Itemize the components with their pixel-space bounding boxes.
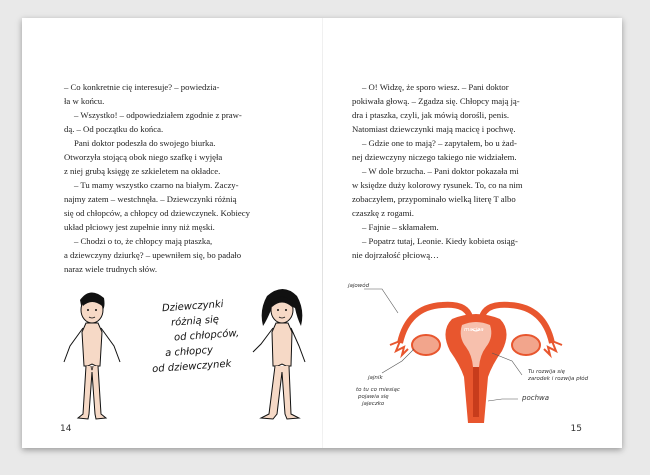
text-line: układ płciowy jest zupełnie inny niż męski. [64,222,215,232]
text-line: nej dziewczyny niczego takiego nie widziałem. [352,152,517,162]
right-page [322,18,622,448]
text-line: czaszkę z rogami. [352,208,414,218]
text-line: zobaczyłem, przypominało wielką literę T albo [352,194,516,204]
label-rozwoj-2: zarodek i rozwija płód [528,376,589,382]
handwriting-line: Dziewczynki [161,298,224,315]
text-line: Pani doktor podeszła do swojego biurka. [74,138,216,148]
handwriting-line: od chłopców, [173,327,240,344]
text-line: – W dole brzucha. – Pani doktor pokazała mi [362,166,519,176]
label-jajnik: jajnik [368,375,383,381]
left-page [22,18,322,448]
page-number: 14 [60,424,72,434]
text-line: – Popatrz tutaj, Leonie. Kiedy kobieta osiąg- [362,236,518,246]
left-page-text [64,80,296,276]
label-jajnik-note-2: pojawia się [358,394,389,400]
text-line: – Tu mamy wszystko czarno na białym. Zaczy- [74,180,239,190]
text-line: w księdze duży kolorowy rysunek. To, co na nim [352,180,523,190]
label-pochwa: pochwa [522,394,550,402]
text-line: z niej grubą księgę ze szkieletem na okładce. [64,166,221,176]
uterus-illustration [342,283,602,433]
label-macica: macica [464,327,484,333]
text-line: – Chodzi o to, że chłopcy mają ptaszka, [74,236,213,246]
text-line: najmy zatem – westchnęła. – Dziewczynki różnią [64,194,237,204]
label-jajnik-note-3: jajeczko [362,401,385,407]
boy-figure [52,288,132,428]
text-line: pokiwała głową. – Zgadza się. Chłopcy mają ją- [352,96,520,106]
text-line: Otworzyła stojącą obok niego szafkę i wyjęła [64,152,223,162]
girl-figure [247,288,317,428]
text-line: – Co konkretnie cię interesuje? – powiedzia- [64,82,220,92]
label-jajnik-note-1: to tu co miesiąc [356,387,400,393]
text-line: naraz wiele trudnych słów. [64,264,158,274]
text-line: – O! Widzę, że sporo wiesz. – Pani doktor [362,82,509,92]
text-line: dra i ptaszka, czyli, jak mówią dorośli, penis. [352,110,510,120]
open-book [22,18,622,448]
right-page-text [352,80,584,262]
text-line: się od chłopców, a chłopcy od dziewczynek. Kobiecy [64,208,250,218]
text-line: ła w końcu. [64,96,105,106]
text-line: dą. – Od początku do końca. [64,124,164,134]
label-jajowod: jajowód [348,283,370,289]
uterus-diagram [342,283,602,433]
label-rozwoj-1: Tu rozwija się [528,369,566,375]
children-illustration [52,288,312,428]
text-line: nie dojrzałość płciową… [352,250,439,260]
handwriting-line: różnią się [170,314,220,329]
text-line: a dziewczyny dziurkę? – upewniłem się, bo padało [64,250,242,260]
handwriting-line: a chłopcy [164,344,214,360]
handwriting-line: od dziewczynek [151,358,232,376]
text-line: – Gdzie one to mają? – zapytałem, bo u żad- [362,138,517,148]
text-line: – Wszystko! – odpowiedziałem zgodnie z praw- [74,110,242,120]
text-line: – Fajnie – skłamałem. [362,222,439,232]
page-number: 15 [570,424,582,434]
text-line: Natomiast dziewczynki mają macicę i pochwę. [352,124,516,134]
